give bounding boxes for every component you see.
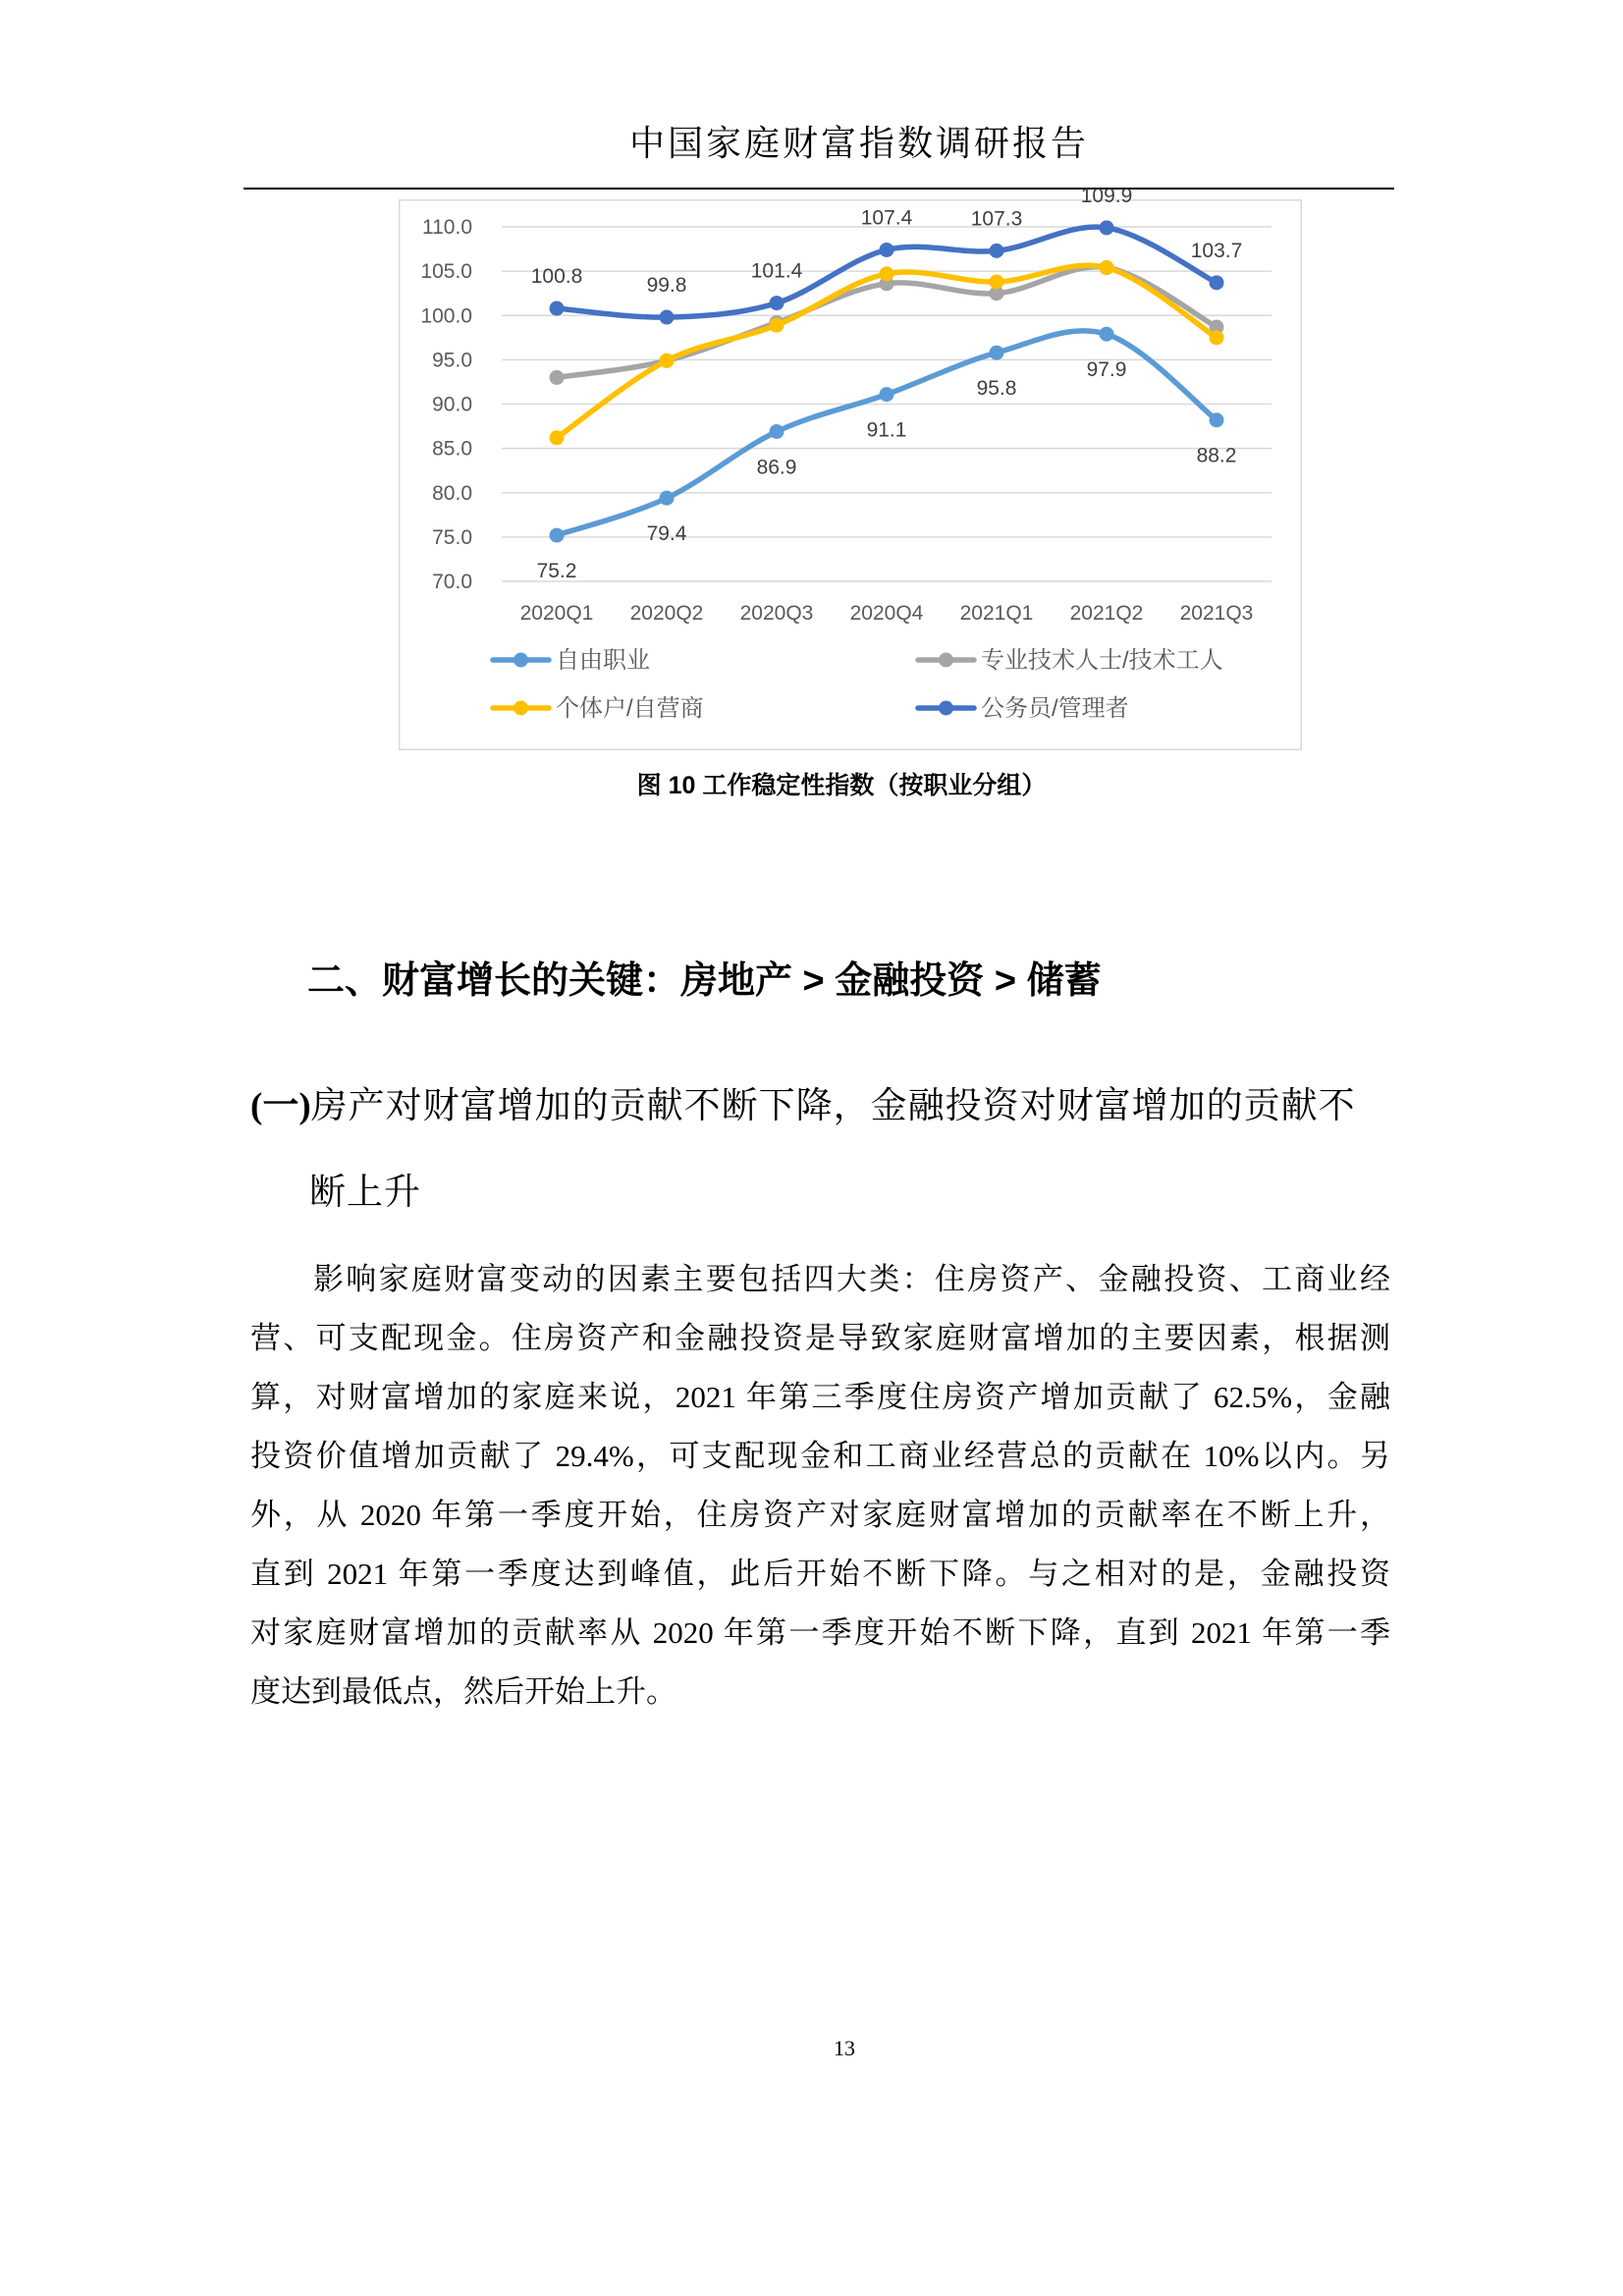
y-tick-label: 75.0 [432,525,472,549]
paragraph-line: 投资价值增加贡献了 29.4%，可支配现金和工商业经营总的贡献在 10%以内。另 [250,1439,1390,1473]
data-point [770,296,784,310]
data-point [770,424,784,439]
paragraph-line: 营、可支配现金。住房资产和金融投资是导致家庭财富增加的主要因素，根据测 [250,1321,1390,1355]
y-tick-label: 110.0 [422,216,472,239]
data-point [660,310,675,325]
y-tick-label: 90.0 [432,393,472,416]
data-label: 79.4 [646,522,687,546]
paragraph-line: 影响家庭财富变动的因素主要包括四大类：住房资产、金融投资、工商业经 [313,1262,1390,1296]
legend-label: 个体户/自营商 [556,695,704,722]
legend-swatch-marker [939,653,953,668]
y-tick-label: 85.0 [432,437,472,461]
data-point [1210,330,1224,345]
body-paragraph [250,1250,1390,1722]
x-tick-label: 2020Q3 [739,602,814,625]
data-point [1210,412,1224,427]
data-label: 100.8 [530,265,583,289]
data-point [990,274,1004,289]
figure-caption: 图 10 工作稳定性指数（按职业分组） [636,772,1047,799]
y-tick-label: 80.0 [432,481,472,505]
data-label: 101.4 [750,259,803,283]
legend-label: 专业技术人士/技术工人 [981,647,1223,674]
data-label: 75.2 [536,560,577,583]
data-point [1100,220,1114,235]
data-point [550,430,565,445]
data-point [660,354,675,368]
legend-label: 自由职业 [556,647,650,674]
page-number: 13 [834,2036,855,2060]
y-tick-label: 105.0 [420,260,472,284]
data-point [550,301,565,316]
paragraph-line: 直到 2021 年第一季度达到峰值，此后开始不断下降。与之相对的是，金融投资 [250,1557,1390,1591]
section-heading: 二、财富增长的关键：房地产 > 金融投资 > 储蓄 [307,960,1102,1002]
paragraph-line: 度达到最低点，然后开始上升。 [250,1674,676,1709]
y-tick-label: 70.0 [432,571,472,593]
data-point [550,528,565,543]
data-label: 86.9 [756,456,797,479]
data-point [880,266,894,281]
data-label: 97.9 [1086,358,1127,382]
data-point [990,346,1004,360]
x-tick-label: 2021Q3 [1179,602,1254,625]
data-label: 91.1 [866,418,907,442]
data-label: 99.8 [646,274,687,298]
paragraph-line: 外，从 2020 年第一季度开始，住房资产对家庭财富增加的贡献率在不断上升， [250,1498,1390,1532]
line-chart [399,184,1302,750]
data-point [880,243,894,257]
data-point [550,370,565,385]
x-tick-label: 2021Q1 [959,602,1034,625]
legend-swatch-marker [514,701,528,716]
legend-label: 公务员/管理者 [981,695,1129,722]
x-tick-label: 2020Q2 [629,602,704,625]
data-label: 107.3 [970,207,1023,231]
subsection-heading-line2: 断上升 [309,1173,421,1213]
data-point [1210,275,1224,290]
legend-swatch-marker [939,701,953,716]
x-tick-label: 2020Q1 [519,602,594,625]
subsection-number: (一) [250,1086,311,1126]
data-label: 109.9 [1080,184,1133,207]
data-label: 95.8 [976,377,1017,401]
data-point [660,491,675,506]
data-label: 88.2 [1196,444,1237,467]
x-tick-label: 2021Q2 [1069,602,1144,625]
y-tick-label: 95.0 [432,349,472,372]
paragraph-line: 对家庭财富增加的贡献率从 2020 年第一季度开始不断下降，直到 2021 年第一季 [250,1615,1390,1650]
x-tick-label: 2020Q4 [849,602,924,625]
header-rule [243,188,1394,190]
data-point [990,244,1004,258]
data-point [1100,327,1114,342]
data-point [770,318,784,333]
data-label: 107.4 [860,206,913,230]
subsection-heading [250,1081,1394,1132]
data-point [1100,260,1114,275]
data-label: 103.7 [1190,239,1243,262]
subsection-heading-line1: 房产对财富增加的贡献不断下降，金融投资对财富增加的贡献不 [310,1086,1356,1126]
running-header-title: 中国家庭财富指数调研报告 [628,124,1089,163]
paragraph-line: 算，对财富增加的家庭来说，2021 年第三季度住房资产增加贡献了 62.5%，金融 [250,1380,1390,1414]
x-axis [520,602,1254,625]
data-point [880,387,894,402]
legend-swatch-marker [514,653,528,668]
y-tick-label: 100.0 [420,304,472,328]
figure-chart [399,184,1302,750]
